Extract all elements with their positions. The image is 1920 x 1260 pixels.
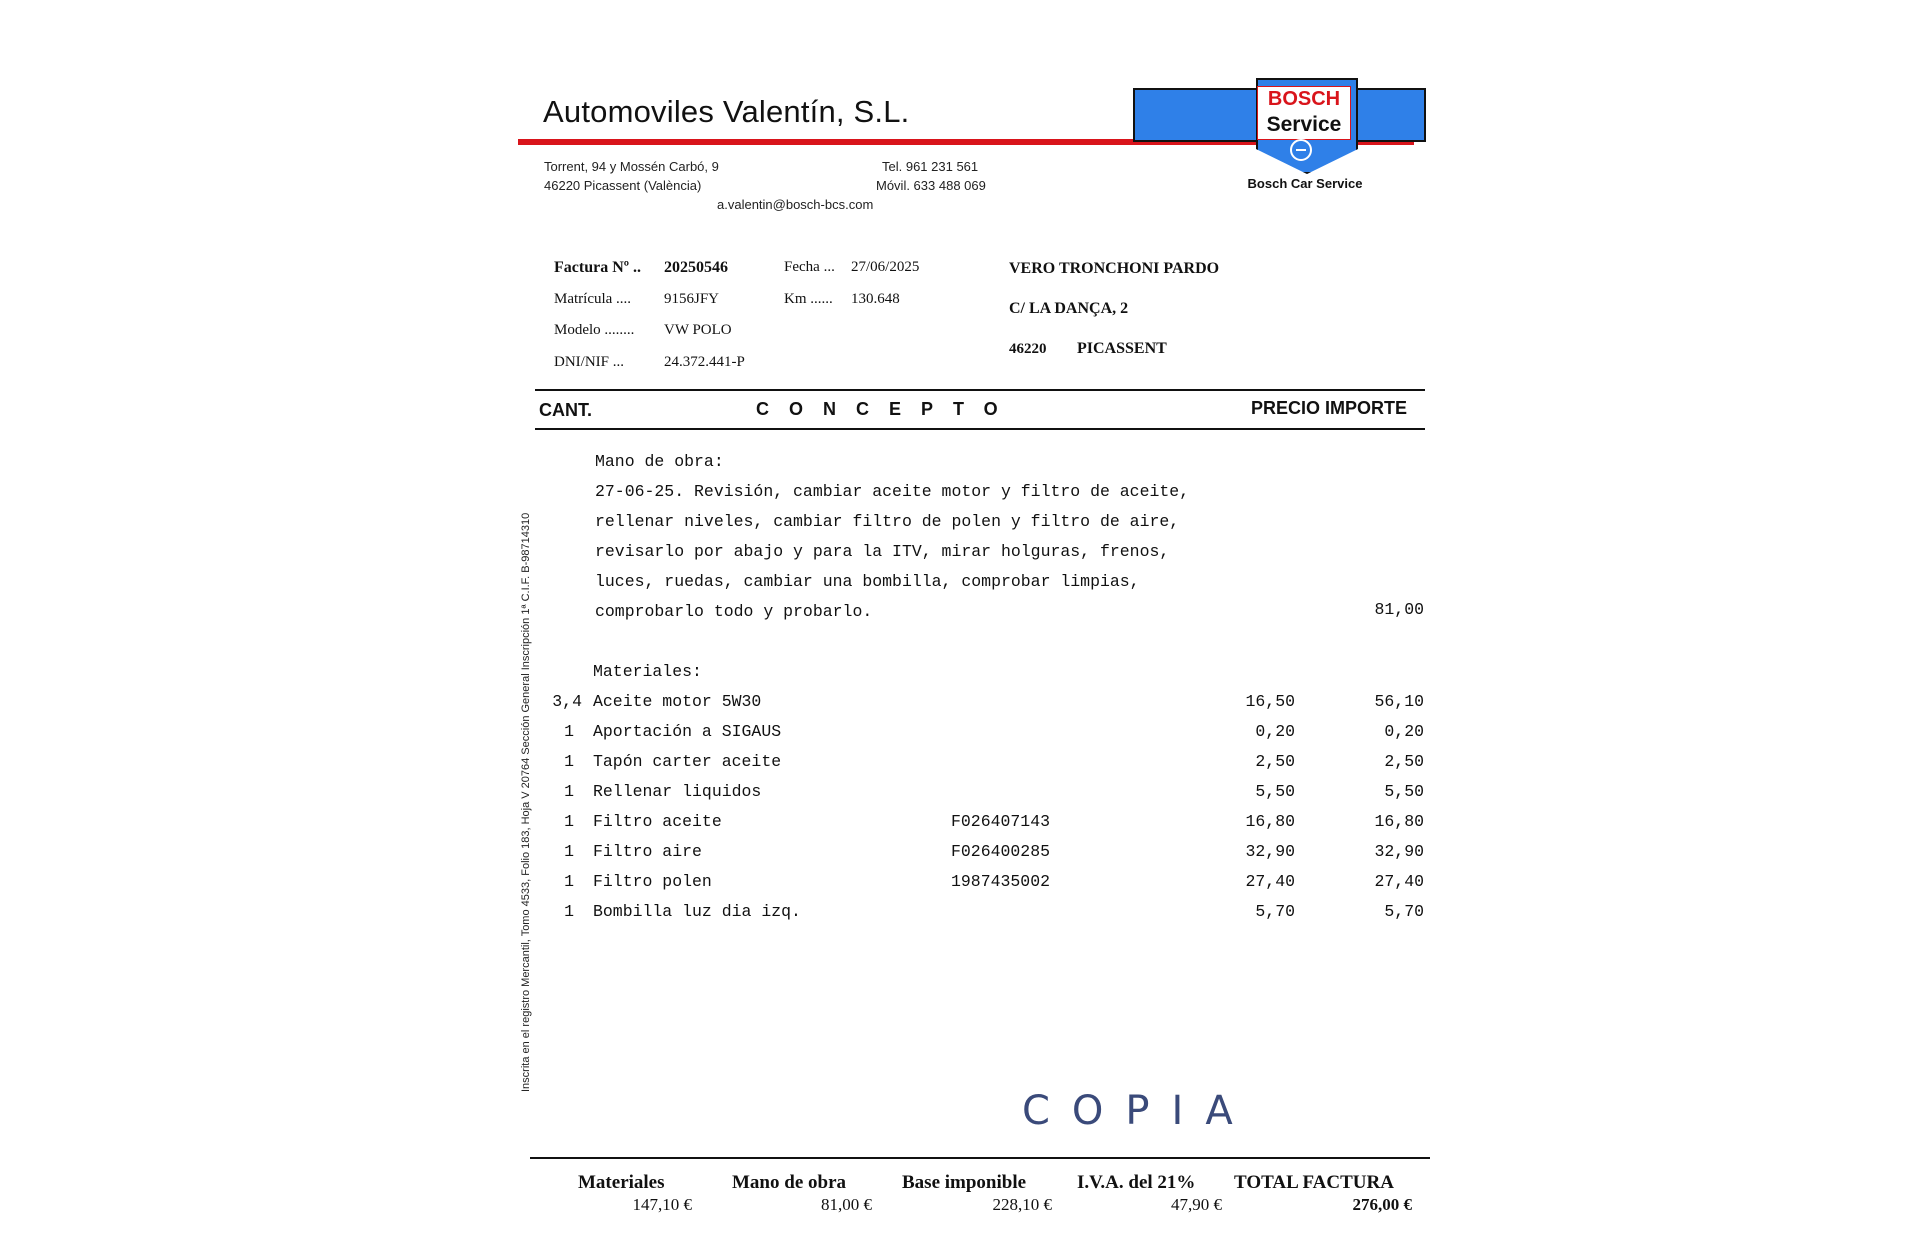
- total-factura-label: TOTAL FACTURA: [1234, 1172, 1394, 1193]
- item-qty: 1: [564, 842, 574, 861]
- item-qty: 1: [564, 872, 574, 891]
- item-price: 16,80: [1245, 812, 1295, 831]
- logo-left-bar: [1133, 88, 1262, 142]
- total-mano-value: 81,00 €: [821, 1195, 872, 1214]
- total-mano-label: Mano de obra: [732, 1172, 846, 1193]
- item-qty: 3,4: [552, 692, 582, 711]
- item-amount: 5,70: [1384, 902, 1424, 921]
- total-materiales-value: 147,10 €: [632, 1195, 692, 1214]
- factura-label: Factura Nº ..: [554, 259, 642, 276]
- labour-line: luces, ruedas, cambiar una bombilla, comprobar limpias,: [595, 572, 1140, 591]
- table-top-rule: [535, 389, 1425, 391]
- labour-line: revisarlo por abajo y para la ITV, mirar holguras, frenos,: [595, 542, 1170, 561]
- logo-right-bar: [1354, 88, 1426, 142]
- dni-value: 24.372.441-P: [664, 354, 745, 370]
- client-postcode: 46220: [1009, 341, 1047, 357]
- modelo-value: VW POLO: [664, 322, 732, 338]
- item-description: Aceite motor 5W30: [593, 692, 762, 711]
- item-price: 16,50: [1245, 692, 1295, 711]
- mobile: Móvil. 633 488 069: [876, 178, 986, 193]
- item-qty: 1: [564, 812, 574, 831]
- item-amount: 27,40: [1374, 872, 1424, 891]
- item-price: 27,40: [1245, 872, 1295, 891]
- client-street: C/ LA DANÇA, 2: [1009, 300, 1129, 317]
- modelo-label: Modelo ........: [554, 322, 635, 338]
- item-amount: 16,80: [1374, 812, 1424, 831]
- item-description: Bombilla luz dia izq.: [593, 902, 801, 921]
- fecha-value: 27/06/2025: [851, 259, 920, 275]
- email: a.valentin@bosch-bcs.com: [717, 197, 874, 212]
- item-amount: 56,10: [1374, 692, 1424, 711]
- logo-service-text: Service: [1266, 113, 1342, 136]
- client-name: VERO TRONCHONI PARDO: [1009, 260, 1220, 277]
- logo-caption: Bosch Car Service: [1247, 176, 1363, 191]
- item-qty: 1: [564, 782, 574, 801]
- total-materiales-label: Materiales: [578, 1172, 665, 1193]
- item-description: Rellenar liquidos: [593, 782, 762, 801]
- total-base-label: Base imponible: [902, 1172, 1027, 1193]
- column-precio-importe: PRECIO IMPORTE: [1251, 398, 1408, 418]
- labour-line: 27-06-25. Revisión, cambiar aceite motor y filtro de aceite,: [595, 482, 1190, 501]
- item-description: Tapón carter aceite: [593, 752, 782, 771]
- item-price: 5,50: [1255, 782, 1295, 801]
- item-reference: F026400285: [951, 842, 1051, 861]
- item-price: 5,70: [1255, 902, 1295, 921]
- labour-amount: 81,00: [1374, 600, 1424, 619]
- item-description: Filtro polen: [593, 872, 712, 891]
- factura-number: 20250546: [664, 259, 728, 276]
- bosch-armature-icon: [1290, 139, 1312, 161]
- item-description: Aportación a SIGAUS: [593, 722, 782, 741]
- item-amount: 5,50: [1384, 782, 1424, 801]
- labour-line: comprobarlo todo y probarlo.: [595, 602, 873, 621]
- total-base-value: 228,10 €: [992, 1195, 1052, 1214]
- dni-label: DNI/NIF ...: [554, 354, 624, 370]
- item-qty: 1: [564, 752, 574, 771]
- totals-rule: [530, 1157, 1430, 1159]
- item-price: 0,20: [1255, 722, 1295, 741]
- item-price: 32,90: [1245, 842, 1295, 861]
- km-value: 130.648: [851, 291, 900, 307]
- total-factura-value: 276,00 €: [1352, 1195, 1412, 1214]
- matricula-value: 9156JFY: [664, 291, 720, 307]
- column-concepto: CONCEPTO: [756, 399, 1018, 419]
- total-iva-value: 47,90 €: [1171, 1195, 1222, 1214]
- item-amount: 0,20: [1384, 722, 1424, 741]
- item-amount: 2,50: [1384, 752, 1424, 771]
- item-amount: 32,90: [1374, 842, 1424, 861]
- matricula-label: Matrícula ....: [554, 291, 632, 307]
- labour-heading: Mano de obra:: [595, 452, 724, 471]
- item-qty: 1: [564, 902, 574, 921]
- client-city: PICASSENT: [1077, 340, 1167, 357]
- total-iva-label: I.V.A. del 21%: [1077, 1172, 1196, 1193]
- logo-bosch-text: BOSCH: [1267, 88, 1341, 110]
- table-header-rule: [535, 428, 1425, 430]
- labour-line: rellenar niveles, cambiar filtro de polen y filtro de aire,: [595, 512, 1180, 531]
- km-label: Km ......: [784, 291, 833, 307]
- company-name: Automoviles Valentín, S.L.: [543, 94, 910, 129]
- phone: Tel. 961 231 561: [882, 159, 979, 174]
- column-cant: CANT.: [539, 400, 592, 420]
- item-reference: F026407143: [951, 812, 1051, 831]
- address-line-1: Torrent, 94 y Mossén Carbó, 9: [544, 159, 719, 174]
- item-description: Filtro aceite: [593, 812, 722, 831]
- item-reference: 1987435002: [951, 872, 1051, 891]
- registry-note: Inscrita en el registro Mercantil, Tomo 4533, Folio 183, Hoja V 20764 Sección General Inscripción 1ª C.I.F. B-98714310: [520, 512, 532, 1092]
- copia-stamp: COPIA: [1022, 1088, 1255, 1134]
- materials-heading: Materiales:: [593, 662, 702, 681]
- address-line-2: 46220 Picassent (València): [544, 178, 702, 193]
- item-qty: 1: [564, 722, 574, 741]
- item-price: 2,50: [1255, 752, 1295, 771]
- item-description: Filtro aire: [593, 842, 702, 861]
- fecha-label: Fecha ...: [784, 259, 835, 275]
